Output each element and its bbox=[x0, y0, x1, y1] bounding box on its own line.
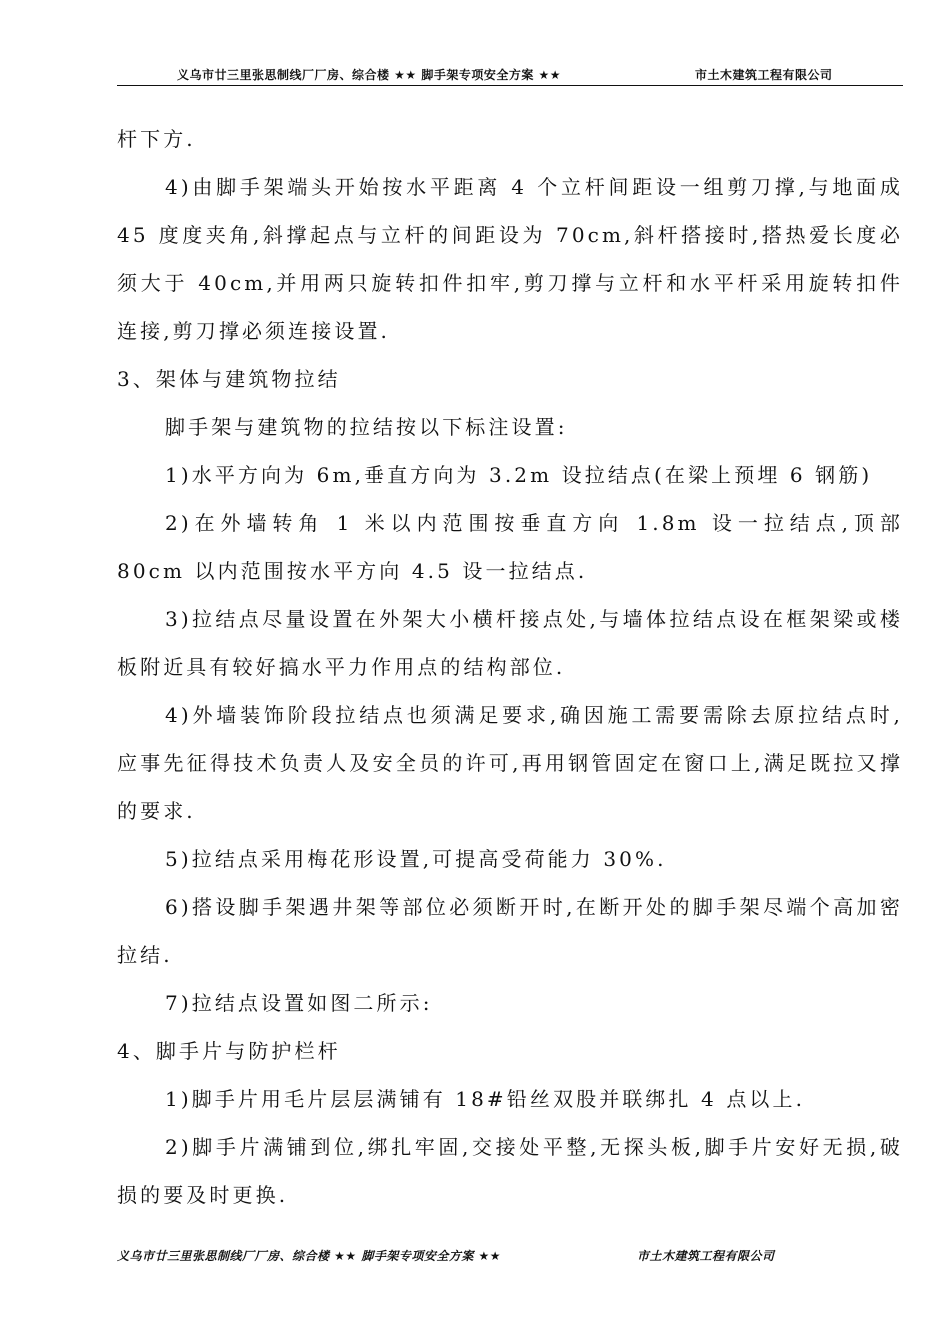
paragraph-item-3: 3)拉结点尽量设置在外架大小横杆接点处,与墙体拉结点设在框架梁或楼板附近具有较好搞水平力作用点的结构部位. bbox=[117, 607, 903, 679]
paragraph-continuation: 杆下方. bbox=[117, 127, 196, 151]
header-document-title: 义乌市廿三里张思制线厂厂房、综合楼 ★★ 脚手架专项安全方案 ★★ bbox=[177, 68, 562, 82]
header-company-name: 市土木建筑工程有限公司 bbox=[695, 68, 833, 82]
paragraph-item-4-scissor-brace: 4)由脚手架端头开始按水平距离 4 个立杆间距设一组剪刀撑,与地面成 45 度度夹角,斜撑起点与立杆的间距设为 70cm,斜杆搭接时,搭热爱长度必须大于 40cm,并用两只旋转扣件扣牢,剪刀撑与立杆和水平杆采用旋转扣件连接,剪刀撑必须连接设置. bbox=[117, 175, 903, 343]
page-footer bbox=[117, 1247, 903, 1265]
paragraph-item-2: 2)在外墙转角 1 米以内范围按垂直方向 1.8m 设一拉结点,顶部 80cm 以内范围按水平方向 4.5 设一拉结点. bbox=[117, 511, 903, 583]
paragraph-item-7: 7)拉结点设置如图二所示: bbox=[165, 991, 433, 1015]
paragraph-item-4: 4)外墙装饰阶段拉结点也须满足要求,确因施工需要需除去原拉结点时,应事先征得技术负责人及安全员的许可,再用钢管固定在窗口上,满足既拉又撑的要求. bbox=[117, 703, 903, 823]
header-divider bbox=[117, 85, 903, 86]
paragraph-item-1-boards: 1)脚手片用毛片层层满铺有 18#铅丝双股并联绑扎 4 点以上. bbox=[165, 1087, 806, 1111]
section-heading-3: 3、架体与建筑物拉结 bbox=[117, 367, 341, 391]
footer-document-title: 义乌市廿三里张思制线厂厂房、综合楼 ★★ 脚手架专项安全方案 ★★ bbox=[117, 1249, 502, 1263]
paragraph-item-5: 5)拉结点采用梅花形设置,可提高受荷能力 30%. bbox=[165, 847, 667, 871]
paragraph-intro: 脚手架与建筑物的拉结按以下标注设置: bbox=[165, 415, 568, 439]
section-heading-4: 4、脚手片与防护栏杆 bbox=[117, 1039, 341, 1063]
page-header bbox=[117, 66, 903, 84]
footer-company-name: 市土木建筑工程有限公司 bbox=[637, 1249, 775, 1263]
paragraph-item-2-boards: 2)脚手片满铺到位,绑扎牢固,交接处平整,无探头板,脚手片安好无损,破损的要及时更换. bbox=[117, 1135, 903, 1207]
paragraph-item-6: 6)搭设脚手架遇井架等部位必须断开时,在断开处的脚手架尽端个高加密拉结. bbox=[117, 895, 903, 967]
document-body bbox=[117, 115, 903, 1219]
paragraph-item-1: 1)水平方向为 6m,垂直方向为 3.2m 设拉结点(在梁上预埋 6 钢筋) bbox=[165, 463, 873, 487]
